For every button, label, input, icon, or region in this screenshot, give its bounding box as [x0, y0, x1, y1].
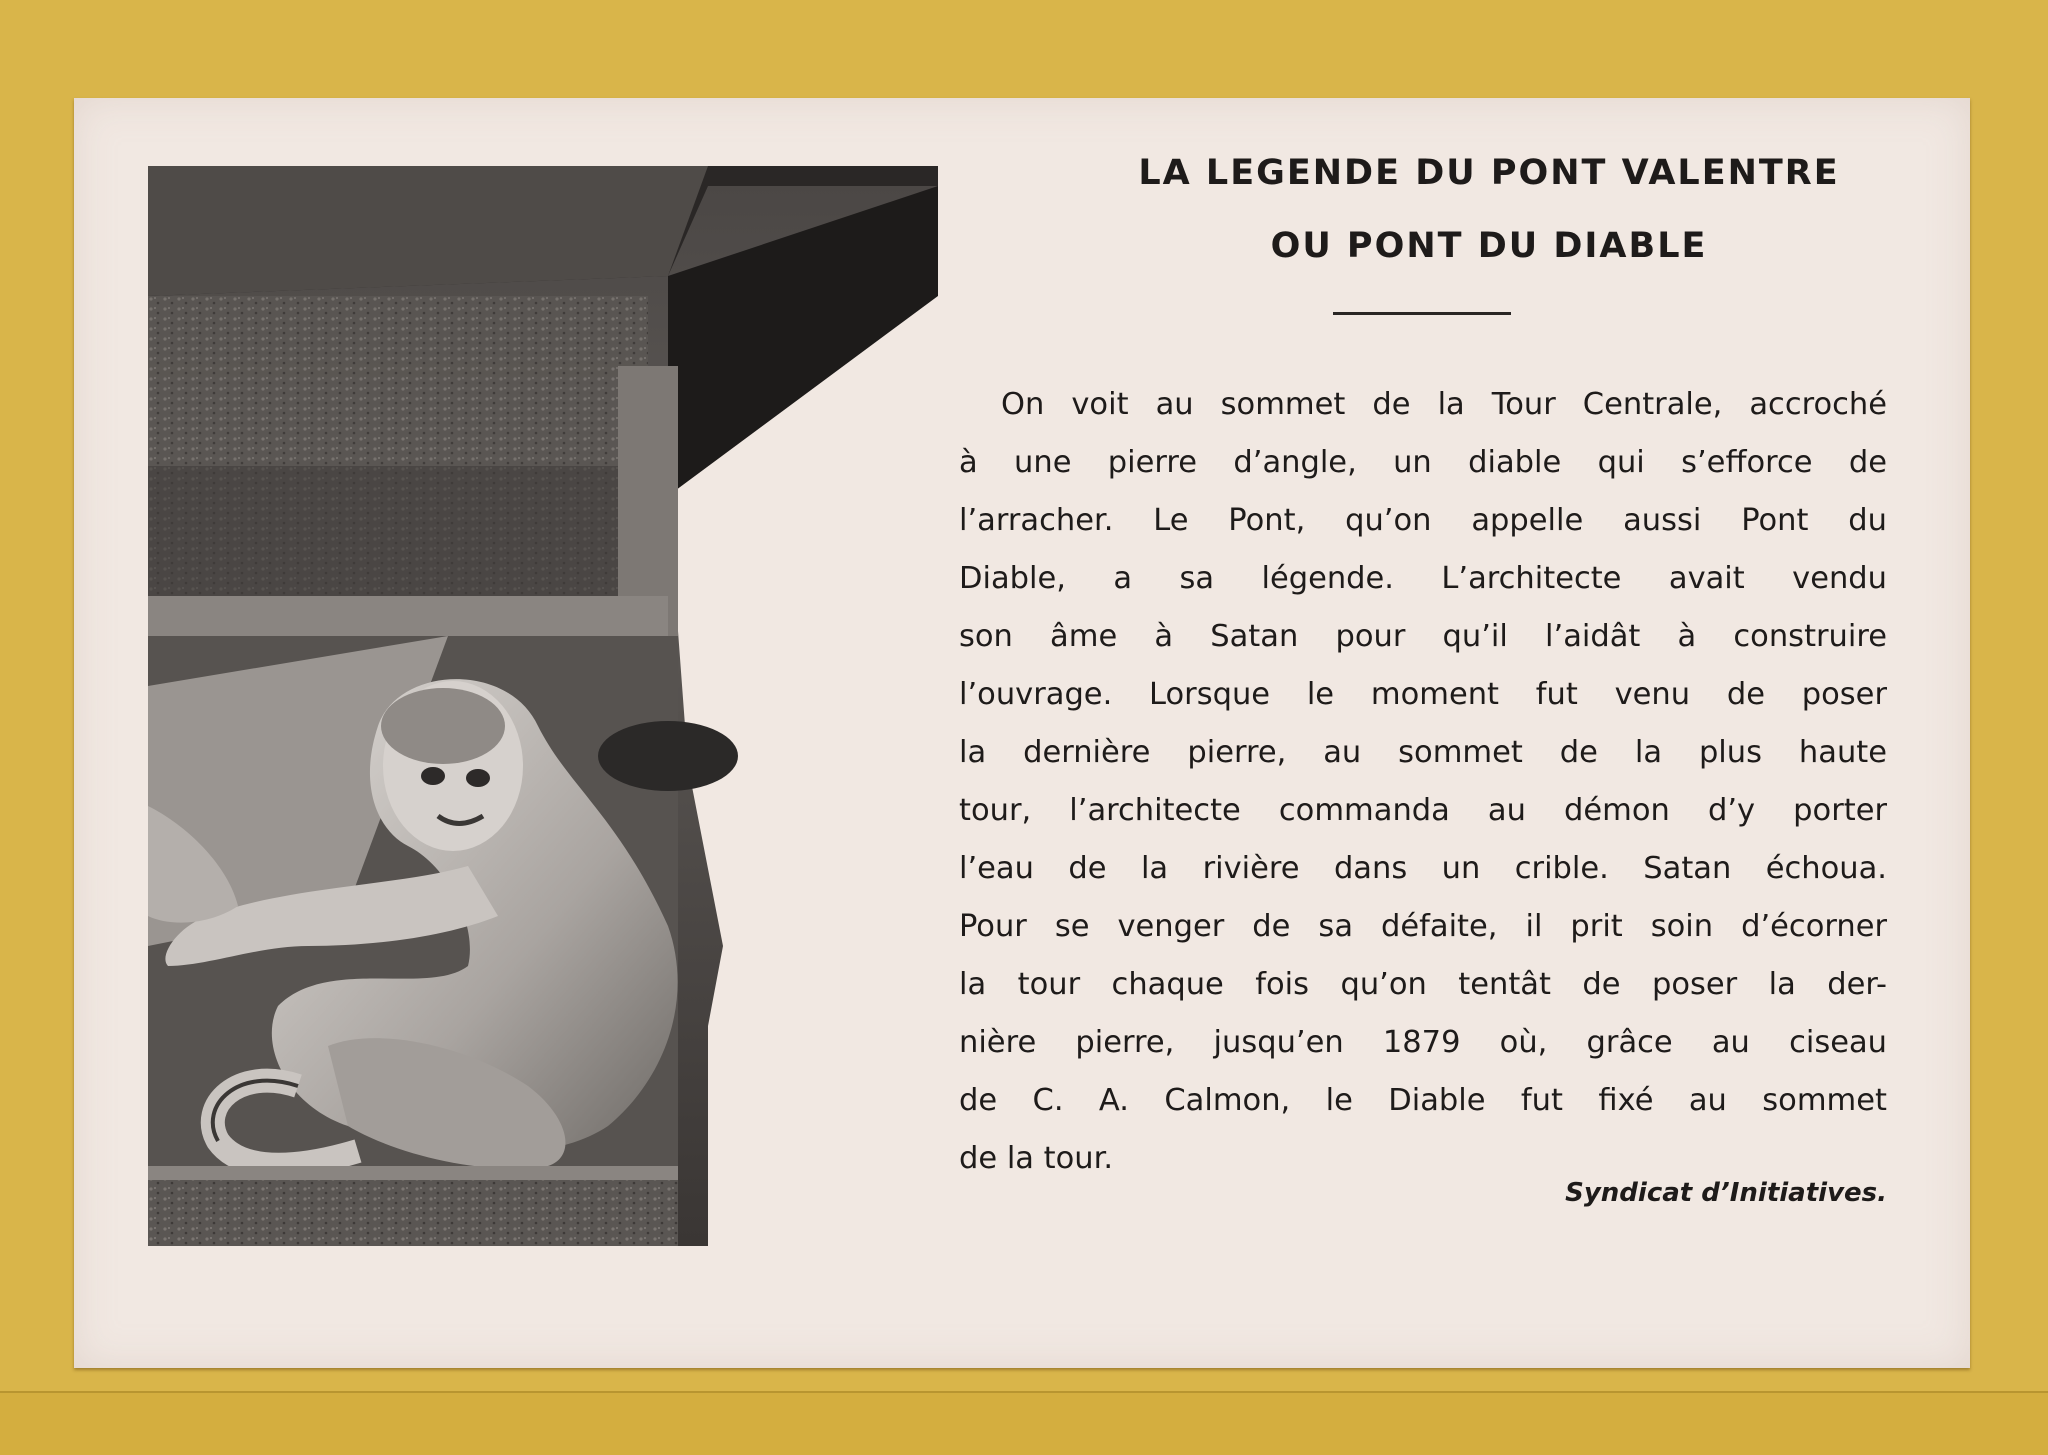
legend-paragraph — [959, 376, 1887, 1188]
paragraph-line: l’eau de la rivière dans un crible. Satan échoua. — [959, 851, 1887, 886]
postcard — [74, 98, 1970, 1368]
paragraph-line: de la tour. — [959, 1141, 1114, 1176]
paragraph-line: Pour se venger de sa défaite, il prit soin d’écorner — [959, 909, 1887, 944]
title-divider — [1333, 312, 1511, 315]
paragraph-line: tour, l’architecte commanda au démon d’y porter — [959, 793, 1887, 828]
paragraph-line: à une pierre d’angle, un diable qui s’efforce de — [959, 445, 1887, 480]
paragraph-line: de C. A. Calmon, le Diable fut fixé au sommet — [959, 1083, 1887, 1118]
devil-sculpture-photo — [148, 166, 938, 1246]
title-line-2: OU PONT DU DIABLE — [1270, 226, 1708, 266]
paragraph-line: la dernière pierre, au sommet de la plus haute — [959, 735, 1887, 770]
paragraph-line: la tour chaque fois qu’on tentât de poser la der- — [959, 967, 1887, 1002]
title-line-1: LA LEGENDE DU PONT VALENTRE — [1138, 153, 1840, 193]
paragraph-line: l’arracher. Le Pont, qu’on appelle aussi Pont du — [959, 503, 1887, 538]
signature: Syndicat d’Initiatives. — [1565, 1178, 1887, 1208]
paragraph-line: nière pierre, jusqu’en 1879 où, grâce au ciseau — [959, 1025, 1887, 1060]
paragraph-line: l’ouvrage. Lorsque le moment fut venu de poser — [959, 677, 1887, 712]
paragraph-line: On voit au sommet de la Tour Centrale, accroché — [1001, 387, 1887, 422]
backdrop-strip — [0, 1391, 2048, 1455]
paragraph-line: son âme à Satan pour qu’il l’aidât à construire — [959, 619, 1887, 654]
paragraph-line: Diable, a sa légende. L’architecte avait vendu — [959, 561, 1887, 596]
